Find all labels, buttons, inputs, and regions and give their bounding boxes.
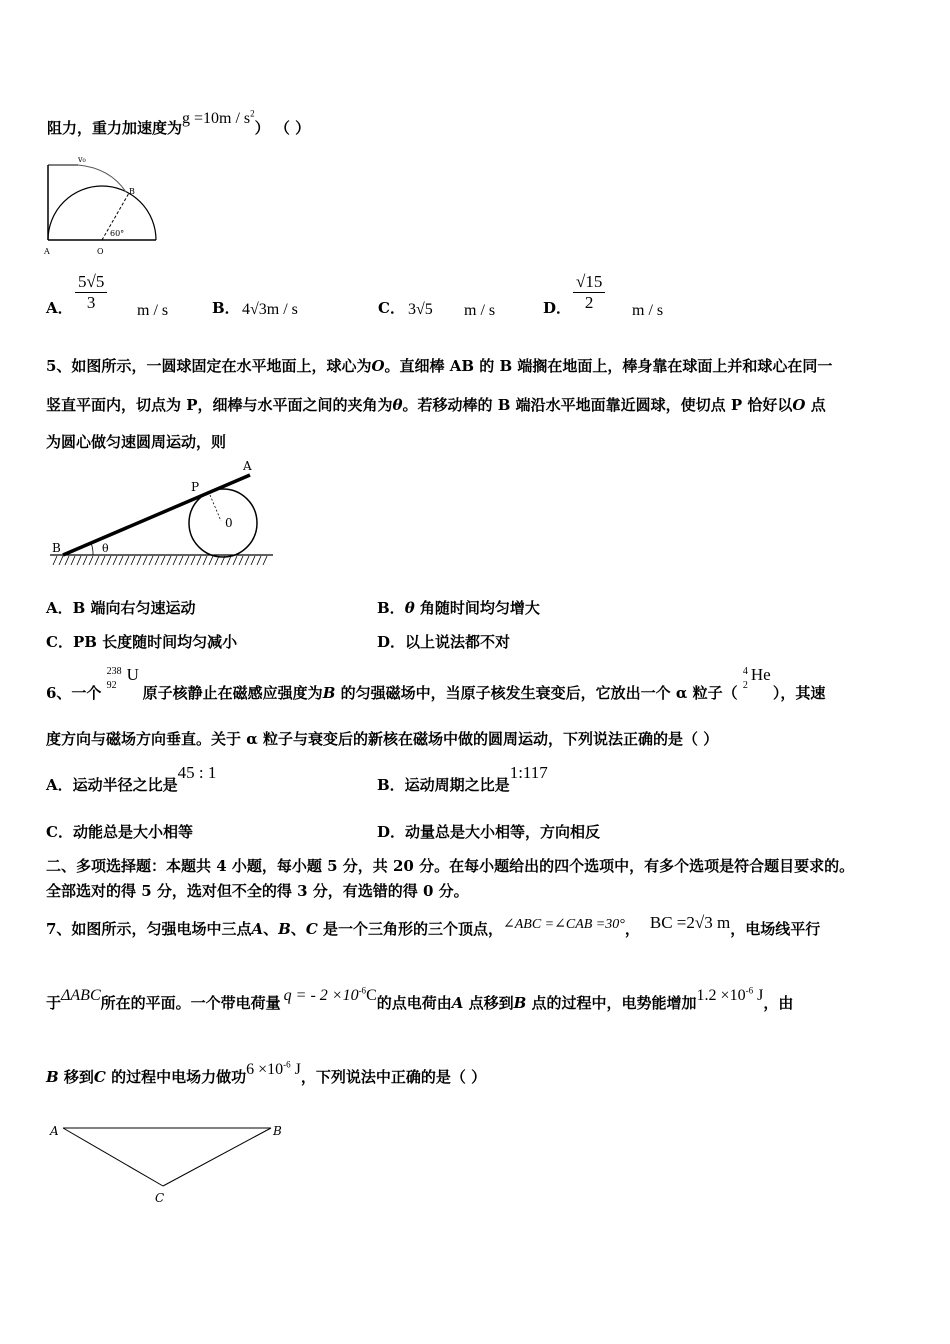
label-P: P xyxy=(191,480,200,494)
text: 。若移动棒的 B 端沿水平地面靠近圆球，使切点 P 恰好以 xyxy=(402,396,793,414)
B: B xyxy=(278,920,291,938)
g-expression xyxy=(182,110,255,127)
side-BC xyxy=(163,1128,271,1186)
text: 点 xyxy=(805,396,826,414)
numerator: √15 xyxy=(573,272,605,293)
text: 是一个三角形的三个顶点， xyxy=(317,920,503,938)
text: 的点电荷由 xyxy=(376,994,452,1012)
section2-header-line1: 二、多项选择题：本题共 4 小题，每小题 5 分，共 20 分。在每小题给出的四个选项中，有多个选项是符合题目要求的。 xyxy=(46,857,855,875)
text: ，由 xyxy=(763,994,794,1012)
q-unit: C xyxy=(366,987,377,1004)
q5-option-d: D．以上说法都不对 xyxy=(377,633,511,651)
q4-option-c-label: C． xyxy=(378,299,405,317)
sep: 、 xyxy=(290,920,306,938)
q-exp: -6 xyxy=(358,985,367,996)
numerator: 5√5 xyxy=(75,272,107,293)
q5-line1 xyxy=(46,355,832,376)
energy-expression xyxy=(697,987,764,1004)
bc-expression: BC =2√3 m xyxy=(649,913,731,932)
label-theta: θ xyxy=(102,542,109,555)
mass-number: 238 xyxy=(106,666,122,677)
q7-line2 xyxy=(46,985,794,1013)
text: B． xyxy=(377,599,405,617)
O: O xyxy=(371,357,385,375)
text: ，电场线平行 xyxy=(730,920,821,938)
sphere xyxy=(189,489,257,557)
q4-option-d-unit: m / s xyxy=(632,302,664,319)
g-expr: g =10m / s xyxy=(182,110,251,127)
q4-option-b-label: B． xyxy=(212,299,240,317)
C: C xyxy=(93,1068,106,1086)
e-exp: -6 xyxy=(745,985,754,996)
q5-option-c: C．PB 长度随时间均匀减小 xyxy=(46,633,238,651)
label-B: B xyxy=(273,1124,282,1138)
text: 。直细棒 AB 的 B 端搁在地面上，棒身靠在球面上并和球心在同一 xyxy=(384,357,833,375)
q4-option-c-value: 3√5 xyxy=(408,301,433,318)
text: 的匀强磁场中，当原子核发生衰变后，它放出一个 α 粒子（ xyxy=(335,684,738,702)
label-v0: v₀ xyxy=(78,155,86,164)
q6-option-d: D．动量总是大小相等，方向相反 xyxy=(377,823,601,841)
symbol: He xyxy=(750,665,771,684)
q6-option-c: C．动能总是大小相等 xyxy=(46,823,193,841)
atomic-number: 92 xyxy=(106,680,117,691)
radius-OP xyxy=(210,495,221,521)
q4-option-a-fraction xyxy=(75,272,107,313)
comma: ， xyxy=(624,920,640,938)
q5-option-b xyxy=(377,597,540,618)
sep: 、 xyxy=(263,920,279,938)
text: 6、一个 xyxy=(46,684,102,702)
q6-option-a xyxy=(46,763,217,795)
label-A: A xyxy=(50,1124,59,1138)
section2-header-line2: 全部选对的得 5 分，选对但不全的得 3 分，有选错的得 0 分。 xyxy=(46,882,469,900)
O: O xyxy=(792,396,806,414)
q7-line1 xyxy=(46,913,821,939)
paren: ） （ ） xyxy=(254,119,311,137)
projectile-figure xyxy=(40,150,170,260)
text: 点移到 xyxy=(463,994,514,1012)
label-B: B xyxy=(52,541,61,555)
B: B xyxy=(513,994,527,1012)
label-O: O xyxy=(97,247,104,256)
work-expression xyxy=(246,1061,301,1078)
text: 点的过程中，电势能增加 xyxy=(526,994,697,1012)
q6-line2: 度方向与磁场方向垂直。关于 α 粒子与衰变后的新核在磁场中做的圆周运动，下列说法正确的是（ ） xyxy=(46,730,719,748)
denominator: 2 xyxy=(584,293,594,312)
w-val: 6 ×10 xyxy=(246,1061,284,1078)
label-B: B xyxy=(129,187,135,196)
text: 阻力，重力加速度为 xyxy=(47,119,183,137)
q-expr: q = - 2 ×10 xyxy=(283,987,359,1004)
g-sup: 2 xyxy=(250,108,255,119)
text: 角随时间均匀增大 xyxy=(414,599,540,617)
label-O: 0 xyxy=(225,516,233,530)
q5-line3: 为圆心做匀速圆周运动，则 xyxy=(46,433,227,451)
q4-option-a-unit: m / s xyxy=(137,302,169,319)
text: B．运动周期之比是 xyxy=(377,776,510,794)
q4-tail-text xyxy=(47,108,311,138)
triangle: ΔABC xyxy=(61,987,101,1004)
rod-sphere-figure xyxy=(45,455,285,575)
text: ，下列说法中正确的是（ ） xyxy=(300,1068,487,1086)
triangle-figure xyxy=(45,1118,295,1210)
text: 原子核静止在磁感应强度为 xyxy=(142,684,323,702)
uranium-nucleus xyxy=(106,665,143,691)
q4-option-d-fraction xyxy=(573,272,605,313)
label-C: C xyxy=(155,1191,165,1205)
text: 所在的平面。一个带电荷量 xyxy=(100,994,281,1012)
label-A: A xyxy=(243,459,252,473)
w-exp: -6 xyxy=(283,1059,291,1070)
q7-line3 xyxy=(46,1059,487,1087)
semicircle xyxy=(48,186,156,240)
A: A xyxy=(451,994,464,1012)
side-AC xyxy=(63,1128,163,1186)
angle-arc xyxy=(91,543,93,555)
label-angle: 60° xyxy=(110,229,125,238)
text: A．运动半径之比是 xyxy=(46,776,178,794)
w-unit: J xyxy=(290,1061,301,1078)
theta: θ xyxy=(392,396,403,414)
e-val: 1.2 ×10 xyxy=(696,987,746,1004)
q4-option-d-label: D． xyxy=(543,299,572,317)
q5-option-a: A．B 端向右匀速运动 xyxy=(46,599,196,617)
text: 5、如图所示，一圆球固定在水平地面上，球心为 xyxy=(46,357,372,375)
q4-option-c-unit: m / s xyxy=(464,302,496,319)
label-A: A xyxy=(44,247,50,256)
text: ），其速 xyxy=(772,684,826,702)
e-unit: J xyxy=(753,987,764,1004)
q4-option-b-value: 4√3m / s xyxy=(242,301,298,318)
A: A xyxy=(251,920,264,938)
ratio: 1:117 xyxy=(509,763,548,782)
text: 于 xyxy=(46,994,62,1012)
theta: θ xyxy=(404,599,415,617)
atomic-number: 2 xyxy=(742,680,748,691)
text: 7、如图所示，匀强电场中三点 xyxy=(46,920,252,938)
charge-expression xyxy=(284,987,377,1004)
q4-option-a-label: A． xyxy=(46,299,73,317)
B: B xyxy=(322,684,336,702)
ground-hatch xyxy=(53,556,267,565)
denominator: 3 xyxy=(86,293,96,312)
q5-line2 xyxy=(46,394,826,415)
q6-line1 xyxy=(46,665,826,703)
mass-number: 4 xyxy=(742,666,748,677)
q6-option-b xyxy=(377,763,548,795)
helium-nucleus xyxy=(742,665,773,691)
B: B xyxy=(46,1068,59,1086)
text: 移到 xyxy=(58,1068,94,1086)
text: 竖直平面内，切点为 P，细棒与水平面之间的夹角为 xyxy=(46,396,393,414)
ratio: 45 : 1 xyxy=(177,763,217,782)
text: 的过程中电场力做功 xyxy=(105,1068,247,1086)
C: C xyxy=(305,920,318,938)
symbol: U xyxy=(126,665,139,684)
angle-expression: ∠ABC =∠CAB =30° xyxy=(503,917,625,932)
